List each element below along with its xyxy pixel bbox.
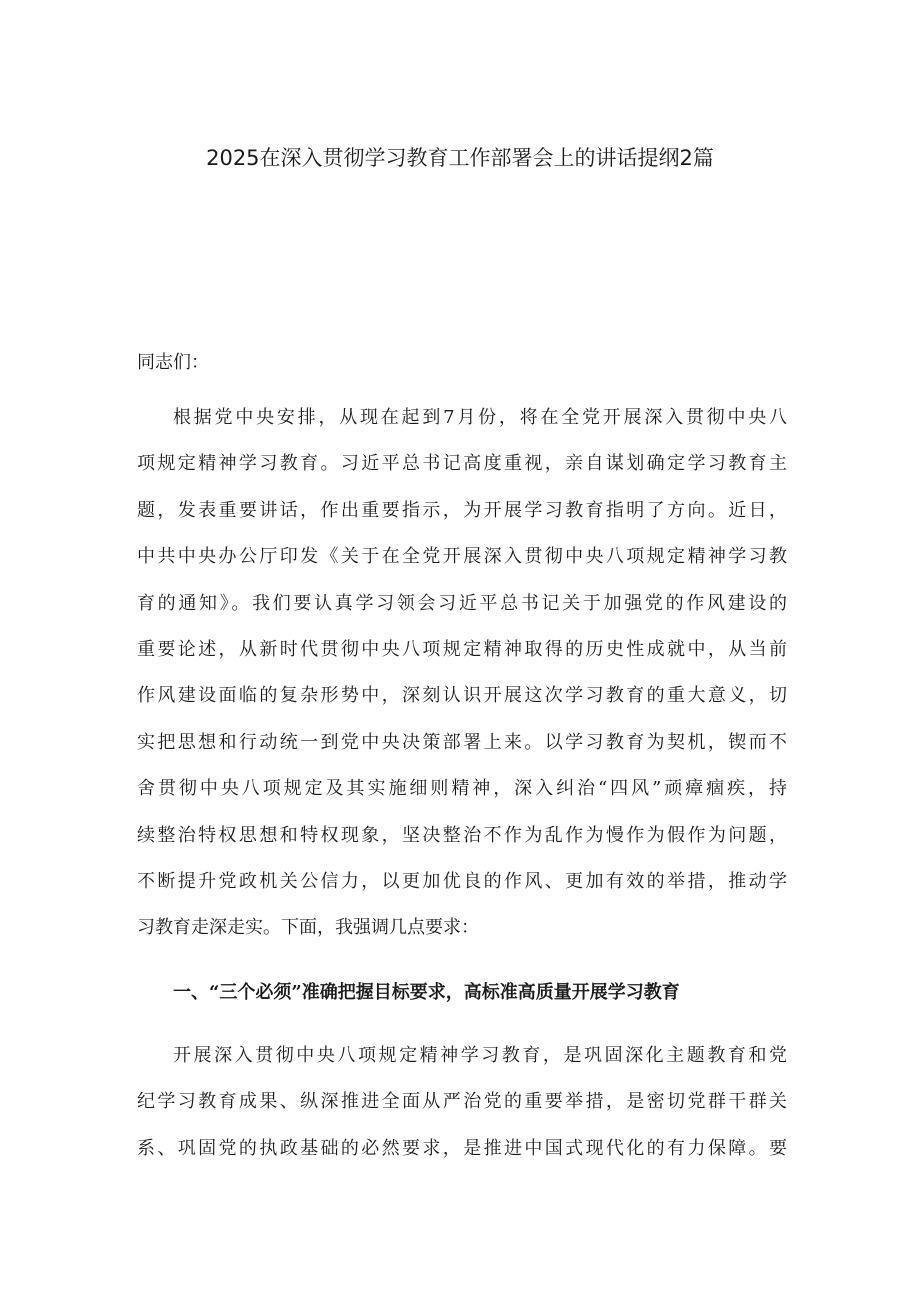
paragraph-line: 项规定精神学习教育。习近平总书记高度重视，亲自谋划确定学习教育主 — [137, 453, 787, 475]
paragraph-line: 舍贯彻中央八项规定及其实施细则精神，深入纠治“四风”顽瘴痼疾，持 — [137, 778, 787, 800]
paragraph-line: 习教育走深走实。下面，我强调几点要求： — [137, 917, 479, 939]
paragraph-line: 续整治特权思想和特权现象，坚决整治不作为乱作为慢作为假作为问题， — [137, 824, 787, 846]
paragraph-line: 育的通知》。我们要认真学习领会习近平总书记关于加强党的作风建设的 — [137, 592, 787, 614]
paragraph-line: 中共中央办公厅印发《关于在全党开展深入贯彻中央八项规定精神学习教 — [137, 546, 787, 568]
paragraph-line: 纪学习教育成果、纵深推进全面从严治党的重要举措，是密切党群干群关 — [137, 1091, 787, 1113]
paragraph-line: 作风建设面临的复杂形势中，深刻认识开展这次学习教育的重大意义，切 — [137, 685, 787, 707]
paragraph-line: 题，发表重要讲话，作出重要指示，为开展学习教育指明了方向。近日， — [137, 499, 787, 521]
document-title: 2025在深入贯彻学习教育工作部署会上的讲话提纲2篇 — [206, 146, 714, 170]
salutation: 同志们： — [137, 352, 209, 373]
section-heading-1: 一、“三个必须”准确把握目标要求，高标准高质量开展学习教育 — [173, 982, 680, 1003]
paragraph-2 — [137, 1033, 787, 1172]
paragraph-line: 重要论述，从新时代贯彻中央八项规定精神取得的历史性成就中，从当前 — [137, 638, 787, 660]
paragraph-line: 根据党中央安排，从现在起到7月份，将在全党开展深入贯彻中央八 — [173, 407, 787, 428]
paragraph-line: 不断提升党政机关公信力，以更加优良的作风、更加有效的举措，推动学 — [137, 870, 787, 892]
paragraph-1 — [137, 395, 787, 952]
paragraph-line: 实把思想和行动统一到党中央决策部署上来。以学习教育为契机，锲而不 — [137, 731, 787, 753]
paragraph-line: 系、巩固党的执政基础的必然要求，是推进中国式现代化的有力保障。要 — [137, 1137, 787, 1159]
paragraph-line: 开展深入贯彻中央八项规定精神学习教育，是巩固深化主题教育和党 — [173, 1045, 787, 1066]
